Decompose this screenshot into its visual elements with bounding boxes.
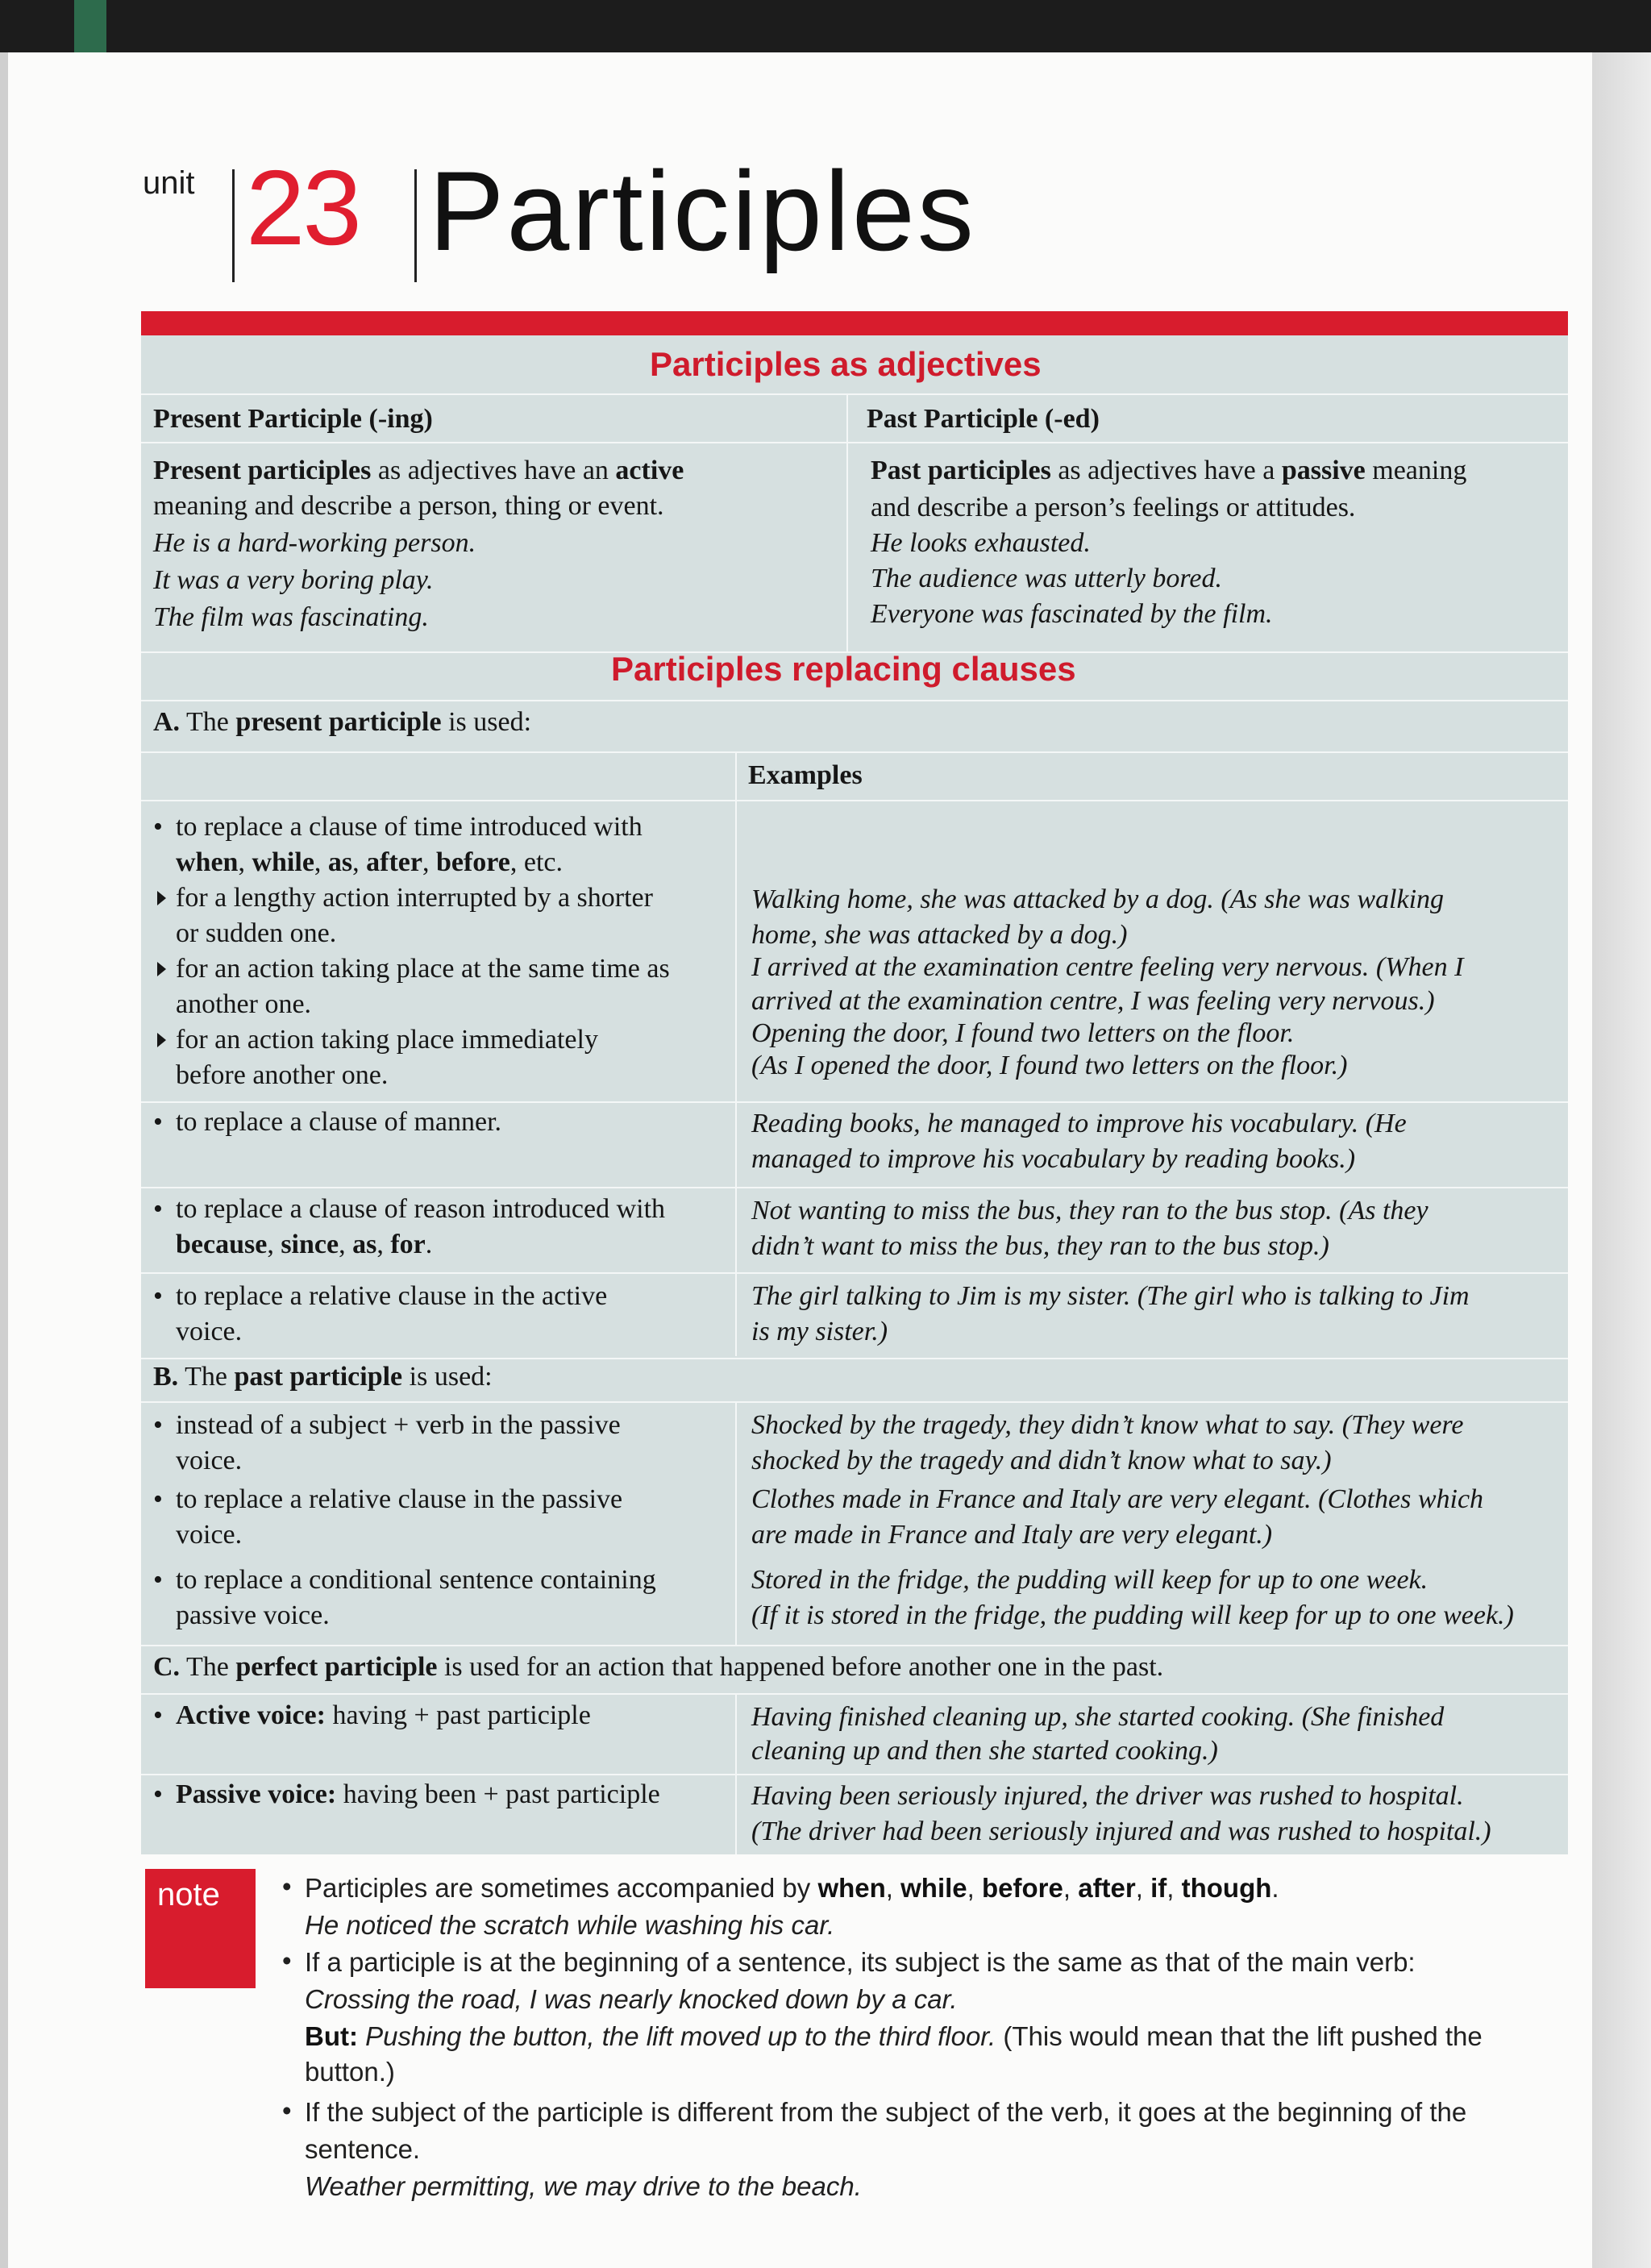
arrow-icon <box>157 891 166 905</box>
example: Shocked by the tragedy, they didn’t know what to say. (They were <box>751 1410 1464 1440</box>
example: Reading books, he managed to improve his vocabulary. (He <box>751 1109 1407 1138</box>
rule <box>141 393 1568 395</box>
present-participle-rule-cont: meaning and describe a person, thing or event. <box>153 491 664 521</box>
section-heading-adjectives: Participles as adjectives <box>650 345 1042 383</box>
unit-label: unit <box>143 165 195 201</box>
page-title: Participles <box>429 148 976 274</box>
rule <box>141 1693 1568 1695</box>
example: arrived at the examination centre, I was feeling very nervous.) <box>751 986 1435 1016</box>
bullet: • <box>153 1107 163 1137</box>
page-edge <box>0 52 8 2268</box>
bullet: • <box>153 1194 163 1224</box>
rule <box>141 800 1568 801</box>
past-participle-rule: Past participles as adjectives have a passive meaning <box>871 456 1467 485</box>
unit-divider-left <box>232 169 235 282</box>
example: didn’t want to miss the bus, they ran to the bus stop.) <box>751 1231 1329 1261</box>
bullet: • <box>153 1779 163 1809</box>
example: I arrived at the examination centre feeling very nervous. (When I <box>751 952 1464 982</box>
present-participle-rule: Present participles as adjectives have an active <box>153 456 684 485</box>
rule <box>141 1272 1568 1274</box>
note-example: Crossing the road, I was nearly knocked down by a car. <box>305 1984 958 2014</box>
note-text: If a participle is at the beginning of a sentence, its subject is the same as that of the main verb: <box>305 1947 1416 1977</box>
rule-text: instead of a subject + verb in the passive <box>176 1410 621 1440</box>
rule-text: for an action taking place at the same time as <box>176 954 670 984</box>
title-rule <box>141 311 1568 335</box>
rule <box>141 1645 1568 1646</box>
note-bullet: • <box>282 1945 292 1975</box>
example: Opening the door, I found two letters on the floor. <box>751 1018 1295 1048</box>
rule-text: for a lengthy action interrupted by a shorter <box>176 883 653 913</box>
note-label: note <box>157 1877 220 1912</box>
past-participle-rule-cont: and describe a person’s feelings or attitudes. <box>871 493 1356 522</box>
rule-text: passive voice. <box>176 1600 330 1630</box>
bullet: • <box>153 1565 163 1595</box>
note-text: If the subject of the participle is different from the subject of the verb, it goes at the beginning of the <box>305 2097 1467 2127</box>
rule-text: to replace a clause of reason introduced with <box>176 1194 666 1224</box>
note-text: But: Pushing the button, the lift moved up to the third floor. (This would mean that the lift pushed the <box>305 2021 1483 2051</box>
example: managed to improve his vocabulary by reading books.) <box>751 1144 1356 1174</box>
binding-tab <box>74 0 106 56</box>
bullet: • <box>153 1410 163 1440</box>
rule-text: to replace a clause of time introduced with <box>176 812 643 842</box>
rule-text: because, since, as, for. <box>176 1230 433 1259</box>
note-bullet: • <box>282 1871 292 1901</box>
rule-text: before another one. <box>176 1060 389 1090</box>
section-heading-clauses: Participles replacing clauses <box>611 650 1076 688</box>
example: (As I opened the door, I found two letters on the floor.) <box>751 1051 1348 1080</box>
examples-header: Examples <box>748 760 863 790</box>
example: are made in France and Italy are very elegant.) <box>751 1520 1273 1550</box>
unit-divider-right <box>414 169 417 282</box>
rule <box>141 1101 1568 1103</box>
example: Clothes made in France and Italy are very elegant. (Clothes which <box>751 1484 1484 1514</box>
section-b-intro: B. The past participle is used: <box>153 1362 493 1392</box>
rule-text: voice. <box>176 1317 243 1346</box>
example: is my sister.) <box>751 1317 888 1346</box>
rule-text: for an action taking place immediately <box>176 1025 598 1055</box>
example: Stored in the fridge, the pudding will keep for up to one week. <box>751 1565 1429 1595</box>
rule-text: to replace a clause of manner. <box>176 1107 502 1137</box>
page-shadow <box>1592 52 1651 2268</box>
rule-text: voice. <box>176 1446 243 1475</box>
rule-text: Active voice: having + past participle <box>176 1700 591 1730</box>
past-participle-header: Past Participle (-ed) <box>867 404 1100 434</box>
rule-text: to replace a conditional sentence containing <box>176 1565 656 1595</box>
example: Having finished cleaning up, she started cooking. (She finished <box>751 1702 1445 1732</box>
arrow-icon <box>157 1033 166 1047</box>
arrow-icon <box>157 962 166 976</box>
unit-number: 23 <box>246 148 360 267</box>
example: Everyone was fascinated by the film. <box>871 599 1273 629</box>
rule <box>141 442 1568 443</box>
example: The girl talking to Jim is my sister. (The girl who is talking to Jim <box>751 1281 1470 1311</box>
example: Walking home, she was attacked by a dog. (As she was walking <box>751 884 1445 914</box>
bullet: • <box>153 1700 163 1730</box>
column-divider <box>846 393 848 651</box>
note-bullet: • <box>282 2095 292 2125</box>
rule <box>141 700 1568 701</box>
example: (The driver had been seriously injured and was rushed to hospital.) <box>751 1816 1491 1846</box>
example: He looks exhausted. <box>871 528 1091 558</box>
rule-text: to replace a relative clause in the passive <box>176 1484 623 1514</box>
rule-text: voice. <box>176 1520 243 1550</box>
note-example: Weather permitting, we may drive to the beach. <box>305 2171 862 2201</box>
example: (If it is stored in the fridge, the pudding will keep for up to one week.) <box>751 1600 1514 1630</box>
example: Not wanting to miss the bus, they ran to the bus stop. (As they <box>751 1196 1429 1226</box>
note-example: He noticed the scratch while washing his car. <box>305 1910 835 1940</box>
rule-text: to replace a relative clause in the active <box>176 1281 608 1311</box>
rule-text: another one. <box>176 989 312 1019</box>
example: cleaning up and then she started cooking.) <box>751 1736 1218 1766</box>
section-a-intro: A. The present participle is used: <box>153 707 532 737</box>
example: The audience was utterly bored. <box>871 564 1222 593</box>
bullet: • <box>153 1484 163 1514</box>
example: home, she was attacked by a dog.) <box>751 920 1128 950</box>
note-text: sentence. <box>305 2134 421 2164</box>
rule <box>141 1401 1568 1403</box>
bullet: • <box>153 812 163 842</box>
example: He is a hard-working person. <box>153 528 476 558</box>
example: shocked by the tragedy and didn’t know what to say.) <box>751 1446 1332 1475</box>
rule <box>141 1774 1568 1775</box>
section-c-intro: C. The perfect participle is used for an action that happened before another one in the past. <box>153 1652 1164 1682</box>
rule-text: Passive voice: having been + past participle <box>176 1779 660 1809</box>
note-text: button.) <box>305 2057 395 2087</box>
example: It was a very boring play. <box>153 565 434 595</box>
rule-text: when, while, as, after, before, etc. <box>176 847 564 877</box>
rule <box>141 751 1568 753</box>
note-text: Participles are sometimes accompanied by when, while, before, after, if, though. <box>305 1873 1279 1903</box>
rule-text: or sudden one. <box>176 918 337 948</box>
example: The film was fascinating. <box>153 602 429 632</box>
column-divider <box>735 1401 737 1646</box>
column-divider <box>735 751 737 1356</box>
rule <box>141 1187 1568 1188</box>
present-participle-header: Present Participle (-ing) <box>153 404 433 434</box>
example: Having been seriously injured, the driver was rushed to hospital. <box>751 1781 1464 1811</box>
bullet: • <box>153 1281 163 1311</box>
